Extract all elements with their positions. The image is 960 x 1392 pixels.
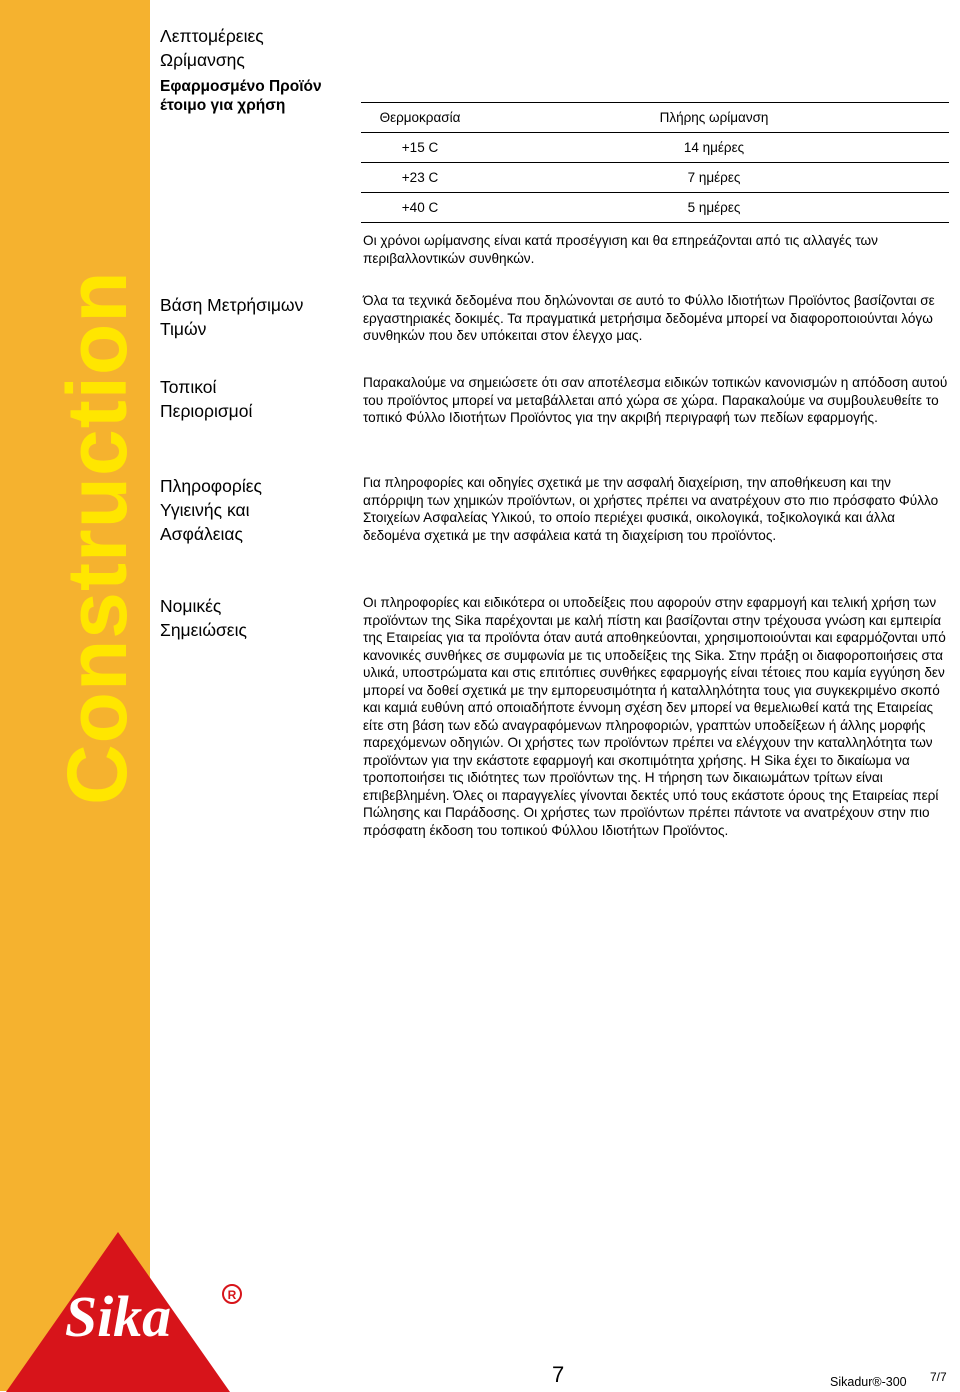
table-cell: +15 C <box>361 133 479 163</box>
curing-details-heading: Λεπτομέρειες Ωρίμανσης <box>160 26 264 70</box>
page-number: 7 <box>552 1362 565 1387</box>
measurement-basis-text: Όλα τα τεχνικά δεδομένα που δηλώνονται σε αυτό το Φύλλο Ιδιοτήτων Προϊόντος βασίζονται σε εργαστηριακές δοκιμές. Τα πραγματικά μετρήσιμα δεδομένα μπορεί να διαφοροποιούνται λόγω συνθηκών που δεν υπόκειται στον έλεγχο μας. <box>363 293 935 343</box>
legal-notes-heading: Νομικές Σημειώσεις <box>160 596 247 640</box>
table-cell: 5 ημέρες <box>479 193 949 223</box>
construction-wordmark: Construction <box>50 270 144 805</box>
curing-note: Οι χρόνοι ωρίμανσης είναι κατά προσέγγιση και θα επηρεάζονται από τις αλλαγές των περιβαλλοντικών συνθηκών. <box>363 233 878 266</box>
sika-logo <box>6 1232 246 1392</box>
table-row <box>361 193 949 223</box>
table-cell: 7 ημέρες <box>479 163 949 193</box>
legal-notes-text: Οι πληροφορίες και ειδικότερα οι υποδείξεις που αφορούν στην εφαρμογή και τελική χρήση των προϊόντων της Sika παρέχονται με καλή πίστη και βασίζονται στην τρέχουσα γνώση και εμπειρία της Εταιρείας για τα προϊόντα όταν αυτά αποθηκεύονται, χρησιμοποιούνται και εφαρμόζονται υπό κανονικές συνθήκες σε συμφωνία με τις υποδείξεις της Sika. Στην πράξη οι διαφοροποιήσεις στα υλικά, υποστρώματα και στις επιτόπιες συνθήκες εφαρμογής είναι τέτοιες που καμία εγγύηση δεν μπορεί να δοθεί σχετικά με την εμπορευσιμότητα ή καταλληλότητα τους για συγκεκριμένο σκοπό και καμιά ευθύνη από οποιαδήποτε έννομη σχέση δεν μπορεί να θεμελιωθεί κατά της Εταιρείας είτε στη βάση των εδώ αναγραφόμενων πληροφοριών, γραπτών υποδείξεων ή άλλης μορφής παρεχόμενων οδηγιών. Οι χρήστες των προϊόντων πρέπει να ελέγχουν την καταλληλότητα των προϊόντων για την εκάστοτε εφαρμογή και σκοπιμότητα χρήσης. Η Sika έχει το δικαίωμα να τροποποιήσει τις ιδιότητες των προϊόντων της. Η τήρηση των δικαιωμάτων τρίτων είναι επιβεβλημένη. Όλες οι παραγγελίες γίνονται δεκτές υπό τους εκάστοτε όρους της Εταιρείας περί Πώλησης και Παράδοσης. Οι χρήστες των προϊόντων πρέπει πάντοτε να ανατρέχουν στην πιο πρόσφατη έκδοση του τοπικού Φύλλου Ιδιοτήτων Προϊόντος. <box>363 595 946 838</box>
applied-product-heading: Εφαρμοσμένο Προϊόν έτοιμο για χρήση <box>160 78 322 114</box>
health-safety-heading: Πληροφορίες Υγιεινής και Ασφάλειας <box>160 476 262 544</box>
curing-table <box>361 102 949 223</box>
table-row <box>361 163 949 193</box>
table-header-cell: Πλήρης ωρίμανση <box>479 103 949 133</box>
svg-text:R: R <box>227 1288 237 1302</box>
health-safety-text: Για πληροφορίες και οδηγίες σχετικά με την ασφαλή διαχείριση, την αποθήκευση και την απόρριψη των χημικών προϊόντων, οι χρήστες πρέπει να ανατρέχουν στο πιο πρόσφατο Φύλλο Στοιχείων Ασφαλείας Υλικού, το οποίο περιέχει φυσικά, οικολογικά, τοξικολογικά και άλλα δεδομένα σχετικά με την ασφάλεια κατά τη διαχείριση του προϊόντος. <box>363 475 939 543</box>
local-restrictions-heading: Τοπικοί Περιορισμοί <box>160 377 253 421</box>
measurement-basis-heading: Βάση Μετρήσιμων Τιμών <box>160 295 304 339</box>
page-of: 7/7 <box>930 1370 947 1384</box>
table-row <box>361 133 949 163</box>
table-header-row <box>361 103 949 133</box>
table-cell: +40 C <box>361 193 479 223</box>
local-restrictions-text: Παρακαλούμε να σημειώσετε ότι σαν αποτέλεσμα ειδικών τοπικών κανονισμών η απόδοση αυτού του προϊόντος μπορεί να μεταβάλλεται από χώρα σε χώρα. Παρακαλούμε να συμβουλευθείτε το τοπικό Φύλλο Ιδιοτήτων Προϊόντος για την ακριβή περιγραφή των πεδίων εφαρμογής. <box>363 375 948 425</box>
table-cell: +23 C <box>361 163 479 193</box>
table-header-cell: Θερμοκρασία <box>361 103 479 133</box>
table-cell: 14 ημέρες <box>479 133 949 163</box>
product-name: Sikadur®-300 <box>830 1375 907 1389</box>
sika-logo-text: Sika <box>64 1284 172 1349</box>
